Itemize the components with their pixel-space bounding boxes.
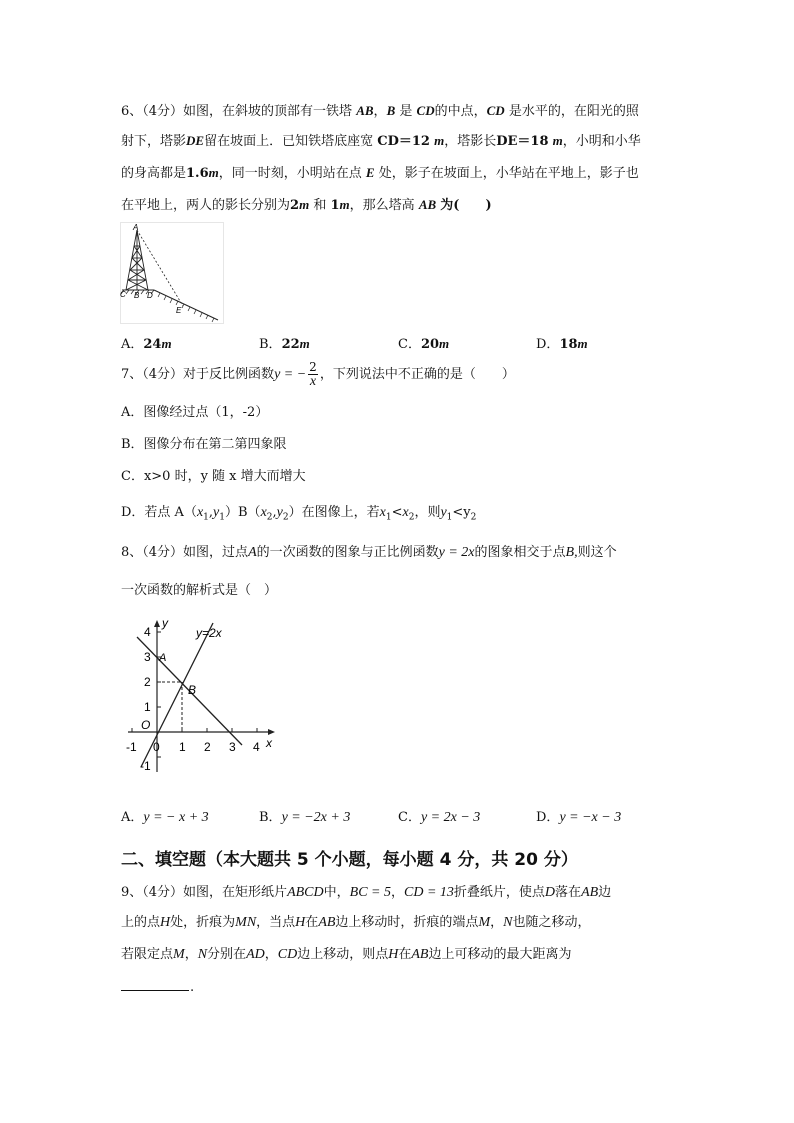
xtick-3: 3 [229,740,236,754]
ytick-4: 4 [144,625,151,639]
q9-line-1: 9、（4分）如图，在矩形纸片ABCD中，BC = 5，CD = 13折叠纸片，使点D落在AB边 [121,885,612,900]
q7-number: 7、（4分） [121,367,184,382]
q6-option-a[interactable]: A．24m [121,336,172,352]
ytick-2: 2 [144,675,151,689]
q7-option-b[interactable]: B．图像分布在第二第四象限 [121,437,287,452]
q8-line-1: 8、（4分）如图，过点A的一次函数的图象与正比例函数y = 2x的图象相交于点B,则这个 [121,545,617,560]
q6-number: 6、（4分） [121,104,184,119]
q6-line-4: 在平地上，两人的影长分别为2m 和 1m，那么塔高 AB 为( ) [121,197,492,213]
fig-label-e: E [176,306,182,315]
line-y-2x [141,623,213,767]
q8-option-c[interactable]: C．y = 2x − 3 [398,810,481,825]
fig-label-b: B [134,291,140,300]
xtick-neg1: -1 [126,740,137,754]
q8-option-d[interactable]: D．y = −x − 3 [536,810,622,825]
q6-line-1: 6、（4分）如图，在斜坡的顶部有一铁塔 AB，B 是 CD的中点，CD 是水平的，在阳光的照 [121,103,639,119]
point-b-label: B [188,683,197,697]
q8-line-2: 一次函数的解析式是（ ） [121,583,278,598]
x-axis-label: x [266,736,272,750]
origin-label: O [141,718,151,732]
xtick-4: 4 [253,740,260,754]
q7-option-d[interactable]: D．若点 $A(x_1,y_1)B(x_2,y_2)$在图像上，若$x_1<x_2$，则$y_1<y_2$ [121,505,477,523]
fig-label-d: D [147,291,153,300]
xtick-1: 1 [179,740,186,754]
q9-period: . [190,980,195,995]
q6-option-b[interactable]: B．22m [259,336,310,352]
xtick-0: 0 [153,740,160,754]
q7-stem: 7、（4分）对于反比例函数y = − $\frac{2}{x}$ ，下列说法中不正确的是（ ） [121,360,515,389]
ytick-3: 3 [144,650,151,664]
ytick-neg1: -1 [140,759,151,773]
q9-number: 9、（4分） [121,885,184,900]
point-a-label: A [159,652,167,664]
line-label-y-2x: y=2x [196,626,222,640]
q7-fraction: $\frac{2}{x}$ [309,360,317,389]
q6-tower-figure [120,222,224,324]
section-2-heading: 二、填空题（本大题共 5 个小题，每小题 4 分，共 20 分） [121,850,578,870]
q7-option-a[interactable]: A．图像经过点（1，-2） [121,405,269,420]
ytick-1: 1 [144,700,151,714]
x-axis-arrow-icon [268,729,275,735]
q7-option-c[interactable]: C．x>0 时，y 随 x 增大而增大 [121,469,306,484]
q9-line-2: 上的点H处，折痕为MN，当点H在AB边上移动时，折痕的端点M，N也随之移动， [121,915,591,930]
q8-number: 8、（4分） [121,545,184,560]
q6-option-c[interactable]: C．20m [398,336,450,352]
xtick-2: 2 [204,740,211,754]
fig-label-c: C [120,290,126,299]
q9-answer-blank[interactable] [121,990,189,991]
q8-option-a[interactable]: A．y = − x + 3 [121,810,209,825]
q6-option-d[interactable]: D．18m [536,336,588,352]
q9-line-3: 若限定点M，N分别在AD，CD边上移动，则点H在AB边上可移动的最大距离为 [121,947,572,962]
y-axis-arrow-icon [154,620,160,627]
y-axis-label: y [162,616,168,630]
q6-line-2: 射下，塔影DE留在坡面上．已知铁塔底座宽 CD＝12 m，塔影长DE＝18 m，小明和小华 [121,133,641,149]
q8-graph [120,615,280,775]
q8-option-b[interactable]: B．y = −2x + 3 [259,810,351,825]
fig-label-a: A [133,223,139,232]
q6-line-3: 的身高都是1.6m，同一时刻，小明站在点 E 处，影子在坡面上，小华站在平地上，影子也 [121,165,639,181]
